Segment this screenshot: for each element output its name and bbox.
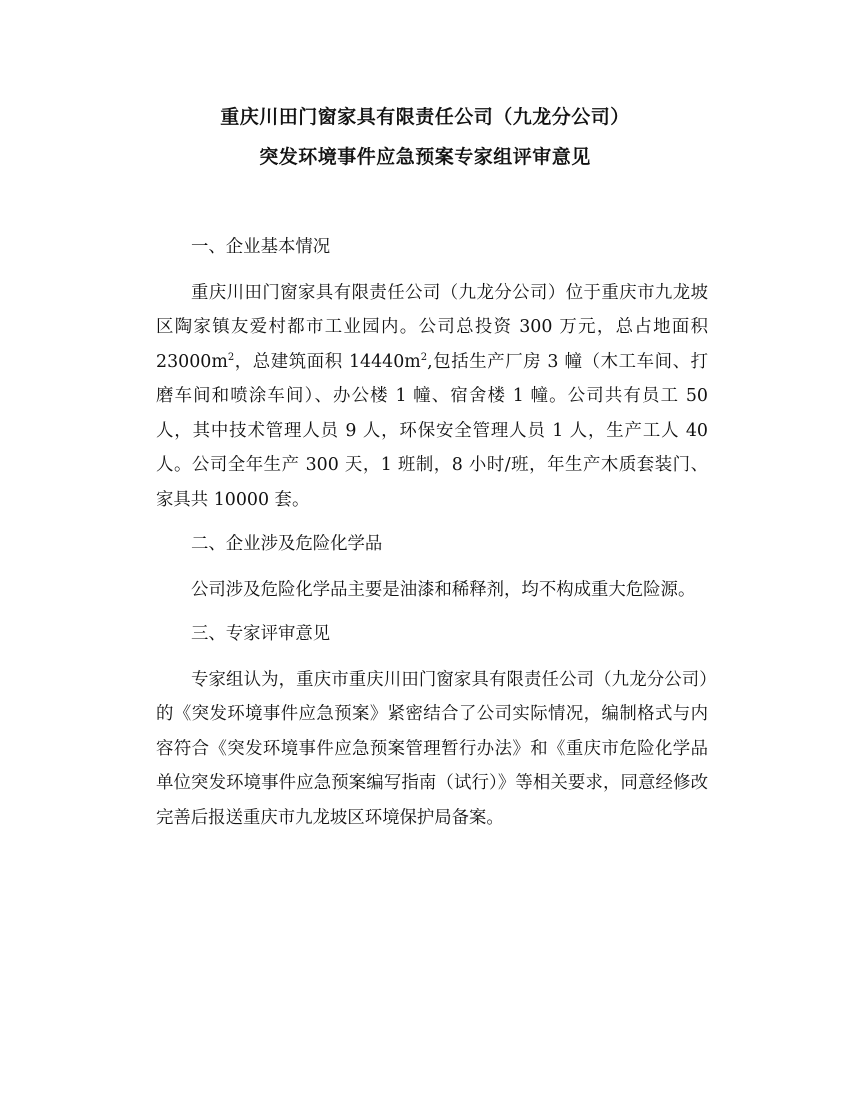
section-3-paragraph: 专家组认为，重庆市重庆川田门窗家具有限责任公司（九龙分公司）的《突发环境事件应急预案》紧密结合了公司实际情况，编制格式与内容符合《突发环境事件应急预案管理暂行办法》和《重庆市危险化学品单位突发环境事件应急预案编写指南（试行）》等相关要求，同意经修改完善后报送重庆市九龙坡区环境保护局备案。 [156,669,708,828]
section-1-heading: 一、企业基本情况 [191,237,331,257]
document-title-line-1: 重庆川田门窗家具有限责任公司（九龙分公司） [220,106,630,128]
section-1-text-part-1: 重庆川田门窗家具有限责任公司（九龙分公司）位于重庆市九龙坡区陶家镇友爱村都市工业园内。公司总投资 300 万元，总占地面积 23000m [156,282,708,372]
area-unit-superscript-1: 2 [227,351,235,363]
section-2-paragraph: 公司涉及危险化学品主要是油漆和稀释剂，均不构成重大危险源。 [191,579,696,600]
document-body [156,230,708,845]
area-unit-superscript-2: 2 [420,351,428,363]
section-3-heading: 三、专家评审意见 [191,624,331,644]
section-1-text-part-3: ,包括生产厂房 3 幢（木工车间、打磨车间和喷涂车间）、办公楼 1 幢、宿舍楼 1 幢。公司共有员工 50 人，其中技术管理人员 9 人，环保安全管理人员 1 人，生产工人 40 人。公司全年生产 300 天，1 班制，8 小时/班，年生产木质套装门、家具共 10000 套。 [156,351,708,510]
document-title-line-2: 突发环境事件应急预案专家组评审意见 [259,146,591,168]
section-2-heading: 二、企业涉及危险化学品 [191,534,383,554]
section-1-text-part-2: ，总建筑面积 14440m [234,351,421,372]
section-1-paragraph [156,276,708,518]
